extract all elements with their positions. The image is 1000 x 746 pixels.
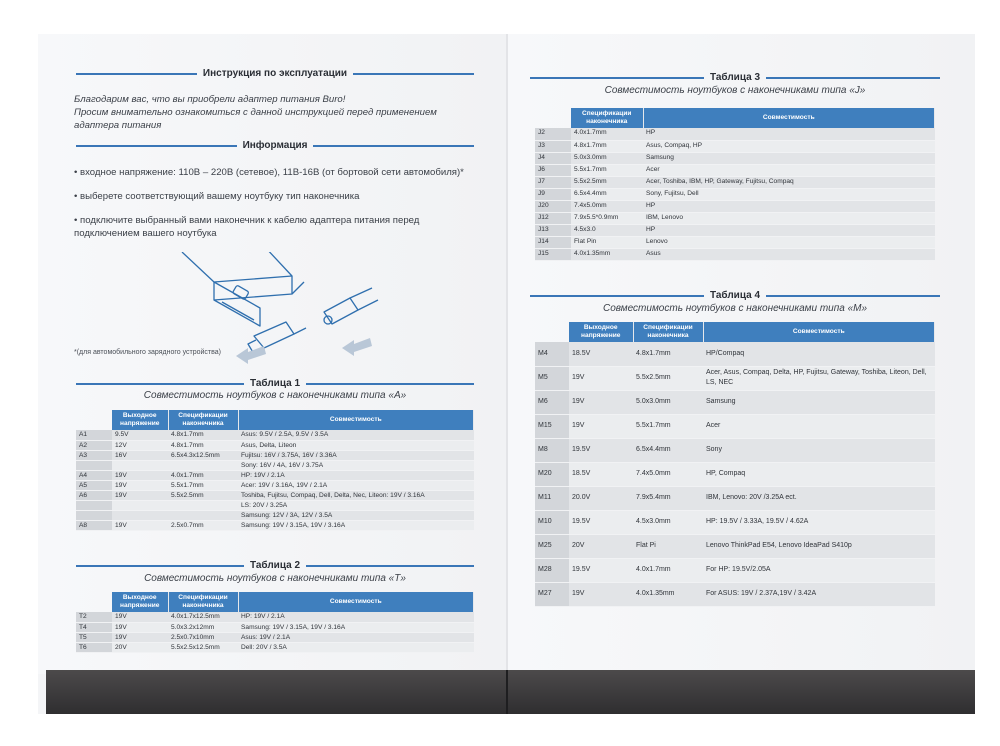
table3-row <box>535 164 935 176</box>
table1-cell-id: A3 <box>76 450 112 460</box>
table3-row <box>535 176 935 188</box>
table3-cell-id: J3 <box>535 140 571 152</box>
footnote: *(для автомобильного зарядного устройства) <box>74 349 221 356</box>
table1-cell-volt: 12V <box>112 440 168 450</box>
table2-header-row <box>76 592 474 612</box>
request-text: Просим внимательно ознакомиться с данной инструкцией перед применением адаптера питания <box>74 107 437 131</box>
table4-cell-id: M5 <box>535 366 569 390</box>
table4-cell-compat: Samsung <box>703 390 935 414</box>
table4-cell-id: M11 <box>535 486 569 510</box>
table3-cell-id: J4 <box>535 152 571 164</box>
bottom-band-split <box>506 670 508 714</box>
table4-cell-volt: 18.5V <box>569 342 633 366</box>
table4-cell-volt: 19V <box>569 366 633 390</box>
table2-cell-id: T4 <box>76 622 112 632</box>
table1-cell-compat: Asus: 9.5V / 2.5A, 9.5V / 3.5A <box>238 430 474 440</box>
table1-cell-id: A2 <box>76 440 112 450</box>
table3-cell-compat: HP <box>643 200 935 212</box>
table2-cell-volt: 19V <box>112 632 168 642</box>
table1-row <box>76 460 474 470</box>
table3 <box>535 108 935 261</box>
table1-cell-id: A4 <box>76 470 112 480</box>
table4-cell-spec: 5.5x1.7mm <box>633 414 703 438</box>
table2-row <box>76 622 474 632</box>
table4-row <box>535 510 935 534</box>
table4-row <box>535 414 935 438</box>
table4-cell-compat: Acer, Asus, Compaq, Delta, HP, Fujitsu, Gateway, Toshiba, Liteon, Dell, LS, NEC <box>703 366 935 390</box>
table1-cell-compat: Sony: 16V / 4A, 16V / 3.75A <box>238 460 474 470</box>
table3-row <box>535 236 935 248</box>
table1-row <box>76 450 474 460</box>
table1-row <box>76 490 474 500</box>
table1-title: Таблица 1 <box>76 378 474 389</box>
table3-row <box>535 188 935 200</box>
table4-cell-id: M25 <box>535 534 569 558</box>
table2-cell-compat: HP: 19V / 2.1A <box>238 612 474 622</box>
table3-row <box>535 212 935 224</box>
table2-cell-id: T5 <box>76 632 112 642</box>
instruction-sheet <box>38 34 975 714</box>
table2-cell-compat: Samsung: 19V / 3.15A, 19V / 3.16A <box>238 622 474 632</box>
table4-cell-id: M28 <box>535 558 569 582</box>
table4-row <box>535 462 935 486</box>
table3-row <box>535 140 935 152</box>
table3-cell-spec: 4.0x1.7mm <box>571 128 643 140</box>
table1-header-compat: Совместимость <box>238 410 474 430</box>
table4-row <box>535 486 935 510</box>
table1-cell-spec: 5.5x2.5mm <box>168 490 238 500</box>
table3-header-spec: Спецификации наконечника <box>571 108 643 128</box>
table2-row <box>76 632 474 642</box>
table3-cell-id: J15 <box>535 248 571 260</box>
table4-cell-spec: 7.4x5.0mm <box>633 462 703 486</box>
table4-cell-compat: HP: 19.5V / 3.33A, 19.5V / 4.62A <box>703 510 935 534</box>
table4-cell-volt: 19V <box>569 582 633 606</box>
table3-cell-compat: Acer <box>643 164 935 176</box>
table1-cell-id: A5 <box>76 480 112 490</box>
info-bullet-voltage: • входное напряжение: 110В – 220В (сетевое), 11В-16В (от бортовой сети автомобиля)* <box>74 167 464 178</box>
table4-header-row <box>535 322 935 342</box>
table4-cell-id: M15 <box>535 414 569 438</box>
table4-cell-volt: 20V <box>569 534 633 558</box>
table4-cell-spec: 4.8x1.7mm <box>633 342 703 366</box>
table3-cell-compat: Asus <box>643 248 935 260</box>
table1-cell-volt: 19V <box>112 520 168 530</box>
table2-cell-volt: 19V <box>112 622 168 632</box>
table2-header-compat: Совместимость <box>238 592 474 612</box>
table4-cell-id: M10 <box>535 510 569 534</box>
bottom-band <box>46 670 975 714</box>
info-bullet-connect-tip: • подключите выбранный вами наконечник к кабелю адаптера питания перед подключением вашего ноутбука <box>74 215 420 239</box>
table1-header-voltage: Выходное напряжение <box>112 410 168 430</box>
table1-cell-volt: 16V <box>112 450 168 460</box>
table4-cell-compat: HP, Compaq <box>703 462 935 486</box>
table1-cell-volt: 9.5V <box>112 430 168 440</box>
table4-row <box>535 558 935 582</box>
table1-cell-spec <box>168 500 238 510</box>
table3-cell-compat: Acer, Toshiba, IBM, HP, Gateway, Fujitsu, Compaq <box>643 176 935 188</box>
table1-row <box>76 440 474 450</box>
table2-cell-volt: 20V <box>112 642 168 652</box>
table1-cell-compat: HP: 19V / 2.1A <box>238 470 474 480</box>
table1-cell-spec: 4.0x1.7mm <box>168 470 238 480</box>
table1-cell-volt: 19V <box>112 480 168 490</box>
table2-cell-id: T6 <box>76 642 112 652</box>
table2-header-spec: Спецификации наконечника <box>168 592 238 612</box>
table4-cell-spec: 4.0x1.7mm <box>633 558 703 582</box>
table3-cell-spec: 6.5x4.4mm <box>571 188 643 200</box>
table3-row <box>535 224 935 236</box>
table1-cell-volt <box>112 500 168 510</box>
table1-cell-id <box>76 510 112 520</box>
table1-cell-spec: 2.5x0.7mm <box>168 520 238 530</box>
table4-cell-volt: 19.5V <box>569 510 633 534</box>
table3-cell-compat: IBM, Lenovo <box>643 212 935 224</box>
table4-cell-spec: 4.0x1.35mm <box>633 582 703 606</box>
table1-cell-id <box>76 460 112 470</box>
table2-cell-spec: 4.0x1.7x12.5mm <box>168 612 238 622</box>
table1-cell-volt <box>112 460 168 470</box>
table3-cell-compat: Lenovo <box>643 236 935 248</box>
greeting-text: Благодарим вас, что вы приобрели адаптер питания Buro! <box>74 94 346 105</box>
table2-subtitle: Совместимость ноутбуков с наконечниками типа «T» <box>144 573 406 584</box>
table1-cell-compat: Samsung: 19V / 3.15A, 19V / 3.16A <box>238 520 474 530</box>
table2-cell-spec: 2.5x0.7x10mm <box>168 632 238 642</box>
table4-cell-spec: 7.9x5.4mm <box>633 486 703 510</box>
table4-row <box>535 438 935 462</box>
table3-cell-id: J9 <box>535 188 571 200</box>
table2-cell-compat: Dell: 20V / 3.5A <box>238 642 474 652</box>
table2-cell-compat: Asus: 19V / 2.1A <box>238 632 474 642</box>
table4-header-compat: Совместимость <box>703 322 935 342</box>
table3-cell-spec: 4.0x1.35mm <box>571 248 643 260</box>
table3-cell-spec: Flat Pin <box>571 236 643 248</box>
table3-cell-spec: 5.5x1.7mm <box>571 164 643 176</box>
center-fold <box>506 34 508 714</box>
table3-cell-id: J7 <box>535 176 571 188</box>
table2-cell-spec: 5.5x2.5x12.5mm <box>168 642 238 652</box>
table1-row <box>76 430 474 440</box>
table3-header-compat: Совместимость <box>643 108 935 128</box>
left-page <box>38 34 506 674</box>
table1-cell-compat: Acer: 19V / 3.16A, 19V / 2.1A <box>238 480 474 490</box>
table4-cell-spec: 5.5x2.5mm <box>633 366 703 390</box>
table4-cell-id: M27 <box>535 582 569 606</box>
table3-cell-spec: 5.5x2.5mm <box>571 176 643 188</box>
table4-row <box>535 342 935 366</box>
table3-header-row <box>535 108 935 128</box>
table4-subtitle: Совместимость ноутбуков с наконечниками типа «M» <box>602 303 868 314</box>
right-page <box>508 34 975 674</box>
table3-row <box>535 248 935 260</box>
table3-cell-compat: Sony, Fujitsu, Dell <box>643 188 935 200</box>
table4-cell-id: M20 <box>535 462 569 486</box>
table2-cell-volt: 19V <box>112 612 168 622</box>
table4-cell-volt: 19.5V <box>569 558 633 582</box>
table1-cell-spec <box>168 460 238 470</box>
table1-subtitle: Совместимость ноутбуков с наконечниками типа «A» <box>143 390 407 401</box>
table4-cell-id: M4 <box>535 342 569 366</box>
table1-cell-compat: Asus, Delta, Liteon <box>238 440 474 450</box>
table2-row <box>76 612 474 622</box>
table4-cell-id: M6 <box>535 390 569 414</box>
table4-cell-compat: IBM, Lenovo: 20V /3.25A ect. <box>703 486 935 510</box>
table1-cell-compat: Samsung: 12V / 3A, 12V / 3.5A <box>238 510 474 520</box>
table4-cell-compat: HP/Compaq <box>703 342 935 366</box>
table4-cell-id: M8 <box>535 438 569 462</box>
table4-cell-spec: 6.5x4.4mm <box>633 438 703 462</box>
table1-cell-id <box>76 500 112 510</box>
table3-cell-compat: Samsung <box>643 152 935 164</box>
table2-cell-id: T2 <box>76 612 112 622</box>
table1-cell-volt: 19V <box>112 470 168 480</box>
table3-cell-spec: 4.8x1.7mm <box>571 140 643 152</box>
table4-cell-volt: 20.0V <box>569 486 633 510</box>
table4-row <box>535 534 935 558</box>
table4-row <box>535 390 935 414</box>
table4-cell-compat: Acer <box>703 414 935 438</box>
table3-cell-compat: HP <box>643 224 935 236</box>
table3-cell-spec: 7.4x5.0mm <box>571 200 643 212</box>
table1-cell-id: A8 <box>76 520 112 530</box>
table3-cell-spec: 5.0x3.0mm <box>571 152 643 164</box>
table4-cell-compat: For ASUS: 19V / 2.37A,19V / 3.42A <box>703 582 935 606</box>
instruction-heading: Инструкция по эксплуатации <box>76 68 474 79</box>
table4-cell-volt: 18.5V <box>569 462 633 486</box>
table4-cell-spec: Flat Pi <box>633 534 703 558</box>
table4-header-spec: Спецификации наконечника <box>633 322 703 342</box>
table2-title: Таблица 2 <box>76 560 474 571</box>
table1-cell-id: A6 <box>76 490 112 500</box>
info-heading: Информация <box>76 140 474 151</box>
table1-cell-compat: Fujitsu: 16V / 3.75A, 16V / 3.36A <box>238 450 474 460</box>
table2-row <box>76 642 474 652</box>
table3-row <box>535 128 935 140</box>
table1-row <box>76 510 474 520</box>
table4-cell-volt: 19.5V <box>569 438 633 462</box>
table1-cell-compat: Toshiba, Fujitsu, Compaq, Dell, Delta, Nec, Liteon: 19V / 3.16A <box>238 490 474 500</box>
table2 <box>76 592 474 653</box>
table1-cell-volt: 19V <box>112 490 168 500</box>
table4-header-voltage: Выходное напряжение <box>569 322 633 342</box>
table3-cell-id: J14 <box>535 236 571 248</box>
table1-header-row <box>76 410 474 430</box>
table1-row <box>76 500 474 510</box>
table3-cell-compat: Asus, Compaq, HP <box>643 140 935 152</box>
table2-cell-spec: 5.0x3.2x12mm <box>168 622 238 632</box>
table3-row <box>535 200 935 212</box>
table1 <box>76 410 474 531</box>
info-bullet-select-tip: • выберете соответствующий вашему ноутбуку тип наконечника <box>74 191 360 202</box>
table3-subtitle: Совместимость ноутбуков с наконечниками типа «J» <box>604 85 866 96</box>
table3-cell-spec: 4.5x3.0 <box>571 224 643 236</box>
table1-cell-id: A1 <box>76 430 112 440</box>
table4-cell-volt: 19V <box>569 390 633 414</box>
table4-cell-compat: Sony <box>703 438 935 462</box>
table3-cell-id: J2 <box>535 128 571 140</box>
table4-row <box>535 582 935 606</box>
table1-cell-compat: LS: 20V / 3.25A <box>238 500 474 510</box>
table4-title: Таблица 4 <box>530 290 940 301</box>
table1-header-spec: Спецификации наконечника <box>168 410 238 430</box>
table2-header-voltage: Выходное напряжение <box>112 592 168 612</box>
table3-row <box>535 152 935 164</box>
table4-row <box>535 366 935 390</box>
table4-cell-compat: For HP: 19.5V/2.05A <box>703 558 935 582</box>
table3-cell-compat: HP <box>643 128 935 140</box>
table1-cell-spec: 5.5x1.7mm <box>168 480 238 490</box>
table1-cell-spec <box>168 510 238 520</box>
table1-cell-spec: 4.8x1.7mm <box>168 430 238 440</box>
table3-cell-id: J12 <box>535 212 571 224</box>
table1-row <box>76 520 474 530</box>
table1-cell-spec: 4.8x1.7mm <box>168 440 238 450</box>
table1-row <box>76 480 474 490</box>
table3-cell-spec: 7.9x5.5*0.9mm <box>571 212 643 224</box>
table1-cell-volt <box>112 510 168 520</box>
table1-cell-spec: 6.5x4.3x12.5mm <box>168 450 238 460</box>
table1-row <box>76 470 474 480</box>
table3-cell-id: J20 <box>535 200 571 212</box>
table4-cell-volt: 19V <box>569 414 633 438</box>
table3-title: Таблица 3 <box>530 72 940 83</box>
table4-cell-spec: 5.0x3.0mm <box>633 390 703 414</box>
table3-cell-id: J13 <box>535 224 571 236</box>
table3-cell-id: J6 <box>535 164 571 176</box>
table4 <box>535 322 935 607</box>
table4-cell-compat: Lenovo ThinkPad E54, Lenovo IdeaPad S410p <box>703 534 935 558</box>
table4-cell-spec: 4.5x3.0mm <box>633 510 703 534</box>
